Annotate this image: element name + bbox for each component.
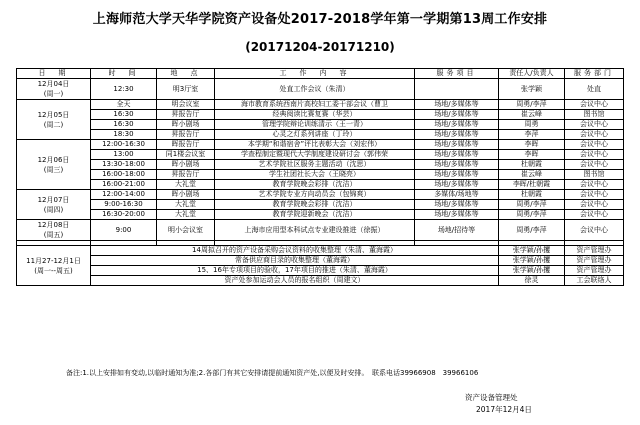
place-cell: 明小会议室 bbox=[157, 220, 215, 241]
time-cell: 16:00-18:00 bbox=[91, 170, 157, 180]
weekday-label: (周三) bbox=[43, 165, 64, 174]
time-cell: 13:30-18:00 bbox=[91, 160, 157, 170]
dept-cell: 处直 bbox=[565, 79, 624, 100]
dept-cell: 会议中心 bbox=[565, 130, 624, 140]
dept-cell: 会议中心 bbox=[565, 140, 624, 150]
weekly-task-person: 张学颖/孙攫 bbox=[499, 246, 565, 256]
header-service: 服务项目 bbox=[415, 69, 499, 79]
weekly-task-row bbox=[17, 276, 624, 286]
time-cell: 16:30-20:00 bbox=[91, 210, 157, 220]
weekly-task-content: 15、16年专项项目的验收，17年项目的推进（朱清、董海霞） bbox=[91, 266, 499, 276]
weekly-task-person: 徐灵 bbox=[499, 276, 565, 286]
weekly-task-person: 张学颖/孙攫 bbox=[499, 266, 565, 276]
service-cell: 场地/多媒体等 bbox=[415, 180, 499, 190]
date-label: 12月06日 bbox=[37, 155, 70, 164]
time-cell: 13:00 bbox=[91, 150, 157, 160]
header-time: 时 间 bbox=[91, 69, 157, 79]
content-cell: 学生社团社长大会（王晓亮） bbox=[215, 170, 415, 180]
person-cell: 李萍 bbox=[499, 130, 565, 140]
header-content: 工 作 内 容 bbox=[215, 69, 415, 79]
dept-cell: 会议中心 bbox=[565, 190, 624, 200]
content-cell: 本学期“和谐宿舍”评比表彰大会（刘宏伟） bbox=[215, 140, 415, 150]
content-cell: 教育学院迎新晚会（沈洁） bbox=[215, 210, 415, 220]
person-cell: 周勇/李萍 bbox=[499, 100, 565, 110]
date-cell bbox=[17, 79, 91, 100]
person-cell: 周勇/李萍 bbox=[499, 220, 565, 241]
person-cell: 周勇/李萍 bbox=[499, 210, 565, 220]
time-cell: 16:30 bbox=[91, 120, 157, 130]
content-cell: 艺术学院社区服务主题活动（沈思） bbox=[215, 160, 415, 170]
dept-cell: 会议中心 bbox=[565, 180, 624, 190]
service-cell: 多媒体/场地等 bbox=[415, 190, 499, 200]
place-cell: 明3厅室 bbox=[157, 79, 215, 100]
dept-cell: 会议中心 bbox=[565, 220, 624, 241]
place-cell: 昇报告厅 bbox=[157, 170, 215, 180]
dept-cell: 会议中心 bbox=[565, 210, 624, 220]
schedule-table bbox=[16, 68, 624, 286]
place-cell: 晖小剧场 bbox=[157, 160, 215, 170]
content-cell: 教育学院晚会彩排（沈洁） bbox=[215, 180, 415, 190]
person-cell: 崔云峰 bbox=[499, 110, 565, 120]
table-row bbox=[17, 180, 624, 190]
place-cell: 晖小剧场 bbox=[157, 120, 215, 130]
signature-org: 资产设备管理处 bbox=[465, 393, 518, 402]
weekday-label: (周二) bbox=[43, 120, 64, 129]
service-cell: 场地/多媒体等 bbox=[415, 110, 499, 120]
content-cell: 心灵之灯系列讲座（丁玲） bbox=[215, 130, 415, 140]
weekly-task-row bbox=[17, 246, 624, 256]
time-cell: 16:30 bbox=[91, 110, 157, 120]
footnote: 备注:1.以上安排如有变动,以临时通知为准;2.各部门有其它安排请提前通知资产处,以便及时安排。 联系电话39966908 39966106 bbox=[66, 369, 479, 377]
dept-cell: 会议中心 bbox=[565, 120, 624, 130]
place-cell: 大礼堂 bbox=[157, 200, 215, 210]
schedule-body bbox=[17, 69, 624, 286]
weekly-task-dept: 工会联络人 bbox=[565, 276, 624, 286]
person-cell: 杜朝霞 bbox=[499, 190, 565, 200]
person-cell: 周勇 bbox=[499, 120, 565, 130]
weekly-task-dept: 资产管理办 bbox=[565, 256, 624, 266]
person-cell: 李晖 bbox=[499, 150, 565, 160]
service-cell: 场地/多媒体等 bbox=[415, 150, 499, 160]
signature-date: 2017年12月4日 bbox=[476, 405, 532, 414]
time-cell: 16:00-21:00 bbox=[91, 180, 157, 190]
table-row bbox=[17, 150, 624, 160]
table-row bbox=[17, 160, 624, 170]
table-row bbox=[17, 110, 624, 120]
date-label: 12月08日 bbox=[37, 221, 70, 229]
table-row bbox=[17, 130, 624, 140]
table-row bbox=[17, 220, 624, 241]
place-cell: 大礼堂 bbox=[157, 180, 215, 190]
service-cell: 场地/多媒体等 bbox=[415, 130, 499, 140]
service-cell: 场地/多媒体等 bbox=[415, 100, 499, 110]
place-cell: 明会议室 bbox=[157, 100, 215, 110]
header-dept: 服务部门 bbox=[565, 69, 624, 79]
dept-cell: 图书馆 bbox=[565, 110, 624, 120]
date-cell bbox=[17, 220, 91, 241]
date-cell bbox=[17, 140, 91, 190]
place-cell: 昇报告厅 bbox=[157, 130, 215, 140]
dept-cell: 会议中心 bbox=[565, 150, 624, 160]
table-row bbox=[17, 190, 624, 200]
time-cell: 9:00 bbox=[91, 220, 157, 241]
header-place: 地 点 bbox=[157, 69, 215, 79]
content-cell: 教育学院晚会彩排（沈洁） bbox=[215, 200, 415, 210]
service-cell: 场地/招待等 bbox=[415, 220, 499, 241]
table-row bbox=[17, 100, 624, 110]
weekday-label: (周五) bbox=[43, 231, 64, 239]
dept-cell: 会议中心 bbox=[565, 160, 624, 170]
person-cell: 周勇/李萍 bbox=[499, 200, 565, 210]
weekly-task-dept: 资产管理办 bbox=[565, 246, 624, 256]
time-cell: 全天 bbox=[91, 100, 157, 110]
weekly-task-content: 常备供应商目录的收集整理（董海霞） bbox=[91, 256, 499, 266]
week-date-label: 11月27-12月1日 bbox=[26, 256, 81, 265]
time-cell: 12:00-14:00 bbox=[91, 190, 157, 200]
header-row bbox=[17, 69, 624, 79]
table-row bbox=[17, 210, 624, 220]
dept-cell: 图书馆 bbox=[565, 170, 624, 180]
content-cell: 经典阅读比赛复赛（华芸） bbox=[215, 110, 415, 120]
weekday-label: (周四) bbox=[43, 205, 64, 214]
week-date-cell bbox=[17, 246, 91, 286]
weekly-task-person: 张学颖/孙攫 bbox=[499, 256, 565, 266]
place-cell: 晖报告厅 bbox=[157, 140, 215, 150]
service-cell: 场地/多媒体等 bbox=[415, 170, 499, 180]
content-cell: 艺术学院专业方向动员会（包锦爽） bbox=[215, 190, 415, 200]
person-cell: 张学颖 bbox=[499, 79, 565, 100]
place-cell: 晖小剧场 bbox=[157, 190, 215, 200]
week-weekday-label: (周一--周五) bbox=[34, 266, 73, 275]
dept-cell: 会议中心 bbox=[565, 200, 624, 210]
weekly-task-content: 14周拟召开的资产设备采购会议资料的收集整理（朱清、董海霞） bbox=[91, 246, 499, 256]
date-label: 12月05日 bbox=[37, 110, 70, 119]
table-row bbox=[17, 79, 624, 100]
place-cell: 大礼堂 bbox=[157, 210, 215, 220]
table-row bbox=[17, 140, 624, 150]
time-cell: 18:30 bbox=[91, 130, 157, 140]
time-cell: 12:00-16:30 bbox=[91, 140, 157, 150]
header-date: 日 期 bbox=[17, 69, 91, 79]
weekday-label: (周一) bbox=[43, 90, 64, 98]
content-cell: 管理学院辩论训练清示（王一青） bbox=[215, 120, 415, 130]
weekly-task-row bbox=[17, 256, 624, 266]
weekly-task-dept: 资产管理办 bbox=[565, 266, 624, 276]
content-cell: 学查程制定暨现代大学制度建设研讨会（郭伟荣 bbox=[215, 150, 415, 160]
dept-cell: 会议中心 bbox=[565, 100, 624, 110]
date-label: 12月04日 bbox=[37, 80, 70, 88]
content-cell: 上海市应用型本科试点专业建设推进（徐振） bbox=[215, 220, 415, 241]
table-row bbox=[17, 170, 624, 180]
service-cell: 场地/多媒体等 bbox=[415, 120, 499, 130]
time-cell: 9:00-16:30 bbox=[91, 200, 157, 210]
weekly-task-content: 资产处参加运动会人员的报名组织（周建文） bbox=[91, 276, 499, 286]
page-title: 上海师范大学天华学院资产设备处2017-2018学年第一学期第13周工作安排 bbox=[92, 12, 548, 27]
date-cell bbox=[17, 100, 91, 140]
table-row bbox=[17, 120, 624, 130]
page-subtitle: (20171204-20171210) bbox=[245, 40, 395, 54]
table-row bbox=[17, 200, 624, 210]
place-cell: 昇报告厅 bbox=[157, 110, 215, 120]
content-cell: 处直工作会议（朱清） bbox=[215, 79, 415, 100]
person-cell: 李晖/杜朝霞 bbox=[499, 180, 565, 190]
person-cell: 李晖 bbox=[499, 140, 565, 150]
place-cell: 同1楼会议室 bbox=[157, 150, 215, 160]
date-cell bbox=[17, 190, 91, 220]
date-label: 12月07日 bbox=[37, 195, 70, 204]
service-cell: 场地/多媒体等 bbox=[415, 140, 499, 150]
service-cell bbox=[415, 79, 499, 100]
weekly-task-row bbox=[17, 266, 624, 276]
content-cell: 海市教育系统西南片高校妇工委干部会议（曹卫 bbox=[215, 100, 415, 110]
service-cell: 场地/多媒体等 bbox=[415, 200, 499, 210]
service-cell: 场地/多媒体等 bbox=[415, 210, 499, 220]
person-cell: 崔云峰 bbox=[499, 170, 565, 180]
header-person: 责任人/负责人 bbox=[499, 69, 565, 79]
person-cell: 杜朝霞 bbox=[499, 160, 565, 170]
time-cell: 12:30 bbox=[91, 79, 157, 100]
service-cell: 场地/多媒体等 bbox=[415, 160, 499, 170]
